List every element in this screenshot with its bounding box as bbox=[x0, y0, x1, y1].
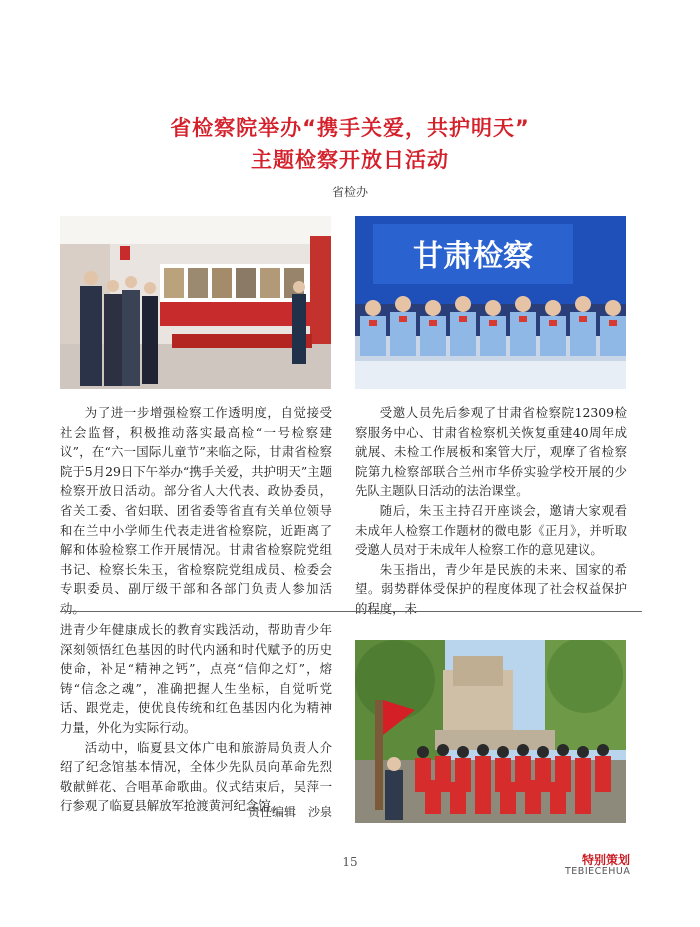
section-label-pinyin: TEBIECEHUA bbox=[565, 866, 631, 877]
section-label: 特别策划 bbox=[582, 853, 631, 867]
page-title-line2: 主题检察开放日活动 bbox=[251, 148, 449, 172]
page-title-line1: 省检察院举办“携手关爱，共护明天” bbox=[170, 116, 530, 140]
left-column-text bbox=[60, 403, 332, 619]
exhibition-hall-photo bbox=[60, 216, 331, 389]
memorial-ceremony-photo bbox=[355, 640, 626, 823]
editor-credit: 责任编辑 沙泉 bbox=[248, 805, 333, 819]
byline: 省检办 bbox=[331, 185, 368, 199]
paragraph: 为了进一步增强检察工作透明度，自觉接受社会监督，积极推动落实最高检“一号检察建议”，在“六一国际儿童节”来临之际，甘肃省检察院于5月29日下午举办“携手关爱，共护明天”主题检察开放日活动。部分省人大代表、政协委员，省关工委、省妇联、团省委等省直有关单位领导和在兰中小学师生代表走进省检察院，近距离了解和体验检察工作开展情况。甘肃省检察院党组书记、检察长朱玉，省检察院党组成员、检委会专职委员、副厅级干部和各部门负责人参加活动。 bbox=[60, 405, 332, 616]
right-column-text bbox=[355, 403, 627, 619]
paragraph: 活动中，临夏县文体广电和旅游局负责人介绍了纪念馆基本情况，全体少先队员向革命先烈敬献鲜花、合唱革命歌曲。仪式结束后，吴萍一行参观了临夏县解放军抢渡黄河纪念馆。 bbox=[60, 739, 332, 814]
page-number: 15 bbox=[342, 855, 358, 869]
section-divider bbox=[60, 611, 642, 612]
paragraph: 随后，朱玉主持召开座谈会，邀请大家观看未成年人检察工作题材的微电影《正月》，并听取受邀人员对于未成年人检察工作的意见建议。 bbox=[355, 502, 627, 558]
paragraph: 进青少年健康成长的教育实践活动，帮助青少年深刻领悟红色基因的时代内涵和时代赋予的历史使命，补足“精神之钙”，点亮“信仰之灯”，熔铸“信念之魂”，准确把握人生坐标，自觉听党话、跟党走，使优良传统和红色基因内化为精神力量，外化为实际行动。 bbox=[60, 622, 332, 735]
paragraph: 受邀人员先后参观了甘肃省检察院12309检察服务中心、甘肃省检察机关恢复重建40周年成就展、未检工作展板和案管大厅，观摩了省检察院第九检察部联合兰州市华侨实验学校开展的少先队主题队日活动的法治课堂。 bbox=[355, 405, 627, 499]
bottom-article-text bbox=[60, 620, 332, 816]
paragraph: 朱玉指出，青少年是民族的未来、国家的希望。弱势群体受保护的程度体现了社会权益保护的程度，未 bbox=[355, 561, 627, 616]
students-banner-photo bbox=[355, 216, 626, 389]
banner-sign-text: 甘肃检察 bbox=[413, 239, 533, 274]
